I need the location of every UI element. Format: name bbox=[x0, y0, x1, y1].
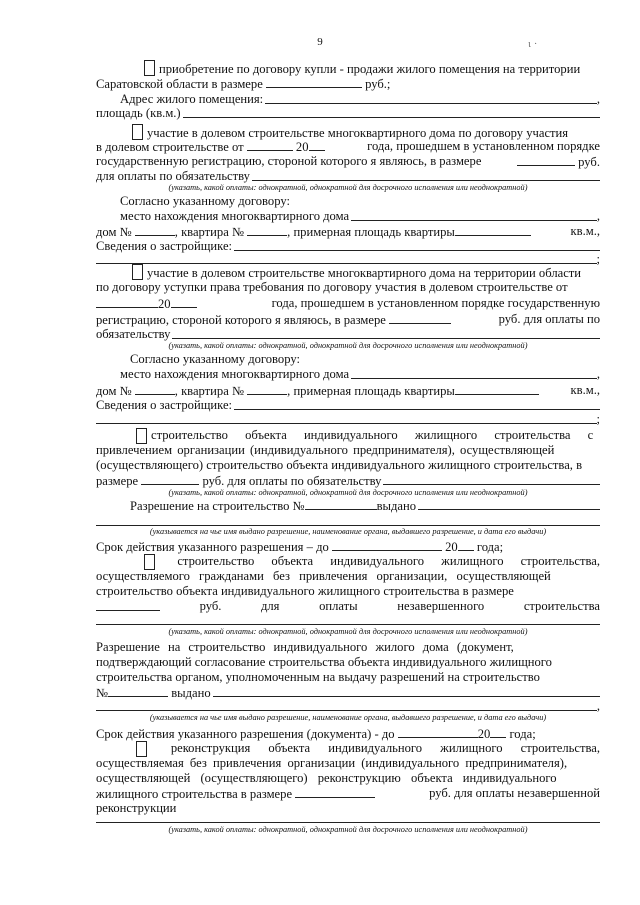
s2-line-7: дом № , квартира № , примерная площадь квартиры кв.м., bbox=[96, 224, 600, 239]
s1-line-2: Саратовской области в размере руб.; bbox=[96, 77, 391, 91]
s5-valid-year-field[interactable] bbox=[490, 726, 506, 738]
s3-date-field[interactable] bbox=[96, 296, 158, 308]
s2-flat-area-field[interactable] bbox=[455, 224, 531, 236]
s6-hint: (указать, какой оплаты: однократной, однократной для досрочного исполнения или неоднократной) bbox=[168, 825, 528, 834]
s6-rule bbox=[96, 822, 600, 823]
s3-developer-field[interactable] bbox=[234, 398, 600, 410]
s5-line-2: осуществляемого гражданами без привлечения организации, осуществляющей bbox=[96, 569, 551, 583]
s5-amount-field[interactable] bbox=[96, 599, 160, 611]
s4-valid-until-field[interactable] bbox=[332, 539, 442, 551]
s3-obligation-field[interactable] bbox=[172, 327, 600, 339]
s4-issued-field[interactable] bbox=[418, 498, 600, 510]
s3-amount-field[interactable] bbox=[389, 312, 451, 324]
s4-hint: (указать, какой оплаты: однократной, однократной для досрочного исполнения или неоднократной) bbox=[168, 488, 528, 497]
s2-line-2: в долевом строительстве от 20 года, прошедшем в установленном порядке bbox=[96, 139, 600, 154]
s5-line-1: строительство объекта индивидуального жилищного строительства, bbox=[96, 554, 600, 570]
s3-line-6: Согласно указанному договору: bbox=[130, 352, 300, 366]
s5-line-5: Разрешение на строительство индивидуального жилого дома (документ, bbox=[96, 640, 514, 654]
s3-developer-field-2[interactable] bbox=[96, 412, 597, 424]
s4-line-3: (осуществляющего) строительство объекта индивидуального жилищного строительства, в bbox=[96, 458, 583, 472]
area-field[interactable] bbox=[183, 106, 600, 118]
s6-line-4: жилищного строительства в размере руб. для оплаты незавершенной bbox=[96, 786, 600, 801]
s2-line-3: государственную регистрацию, стороной которого я являюсь, в размере руб. bbox=[96, 154, 600, 169]
corner-mark: ι · bbox=[528, 38, 538, 50]
s5-line-3: строительство объекта индивидуального жилищного строительства в размере bbox=[96, 584, 514, 598]
s4-line-2: привлечением организации (индивидуального предпринимателя), осуществляющей bbox=[96, 443, 555, 457]
s2-obligation-field[interactable] bbox=[252, 169, 600, 181]
s3-line-10: ; bbox=[96, 412, 600, 427]
s3-checkbox[interactable] bbox=[132, 264, 143, 280]
s5-line-8b: , bbox=[96, 699, 600, 714]
s4-line-6: Срок действия указанного разрешения – до 20 года; bbox=[96, 540, 504, 554]
s1-line-4: площадь (кв.м.) bbox=[96, 106, 600, 121]
s2-line-9: ; bbox=[96, 252, 600, 267]
s2-line-8: Сведения о застройщике: bbox=[96, 239, 600, 254]
s4-line-4: размере руб. для оплаты по обязательству bbox=[96, 473, 600, 489]
s2-line-4: для оплаты по обязательству bbox=[96, 169, 600, 184]
s3-house-field[interactable] bbox=[135, 383, 175, 395]
s3-year-field[interactable] bbox=[171, 296, 197, 308]
s2-checkbox[interactable] bbox=[132, 124, 143, 140]
s3-line-4: регистрацию, стороной которого я являюсь, в размере руб. для оплаты по bbox=[96, 312, 600, 327]
s3-location-field[interactable] bbox=[351, 367, 597, 379]
contract-date-field[interactable] bbox=[247, 139, 293, 151]
s4-text-1: строительство объекта индивидуального жилищного строительства с bbox=[151, 428, 594, 442]
s2-house-field[interactable] bbox=[135, 224, 175, 236]
s4-line-5: Разрешение на строительство № выдано bbox=[96, 498, 600, 514]
s4-amount-field[interactable] bbox=[141, 473, 199, 485]
s5-issued-field-2[interactable] bbox=[96, 699, 597, 711]
s1-line-3: Адрес жилого помещения: , bbox=[120, 92, 600, 106]
s4-checkbox[interactable] bbox=[136, 428, 147, 444]
s5-permit-number-field[interactable] bbox=[108, 685, 168, 697]
s4-obligation-field[interactable] bbox=[383, 473, 600, 485]
s2-apartment-field[interactable] bbox=[247, 224, 287, 236]
s3-line-9: Сведения о застройщике: bbox=[96, 398, 600, 413]
s5-issued-field[interactable] bbox=[213, 685, 600, 697]
s4-line-1 bbox=[96, 428, 600, 444]
s1-checkbox[interactable] bbox=[144, 60, 155, 76]
s2-amount-field[interactable] bbox=[517, 154, 575, 166]
address-field[interactable] bbox=[265, 92, 597, 104]
s4-valid-year-field[interactable] bbox=[458, 539, 474, 551]
s2-line-1: участие в долевом строительстве многоквартирного дома по договору участия bbox=[96, 124, 600, 141]
s5-valid-until-field[interactable] bbox=[398, 726, 478, 738]
s5-line-7: строительства органом, уполномоченным на выдачу разрешений на строительство bbox=[96, 670, 540, 684]
s6-checkbox[interactable] bbox=[136, 741, 147, 757]
s6-line-3: осуществляющей (осуществляющего) реконструкцию объекта индивидуального bbox=[96, 771, 557, 785]
page-number: 9 bbox=[317, 36, 323, 48]
s2-developer-field-2[interactable] bbox=[96, 252, 597, 264]
contract-year-field[interactable] bbox=[309, 139, 325, 151]
purchase-amount-field[interactable] bbox=[266, 76, 362, 88]
s5-line-9: Срок действия указанного разрешения (документа) - до 20 года; bbox=[96, 727, 536, 741]
s3-hint: (указать, какой оплаты: однократной, однократной для досрочного исполнения или неоднократной) bbox=[168, 341, 528, 350]
s4-permit-number-field[interactable] bbox=[305, 498, 377, 510]
s2-developer-field[interactable] bbox=[234, 239, 600, 251]
s4-hint-2: (указывается на чье имя выдано разрешение, наименование органа, выдавшего разрешение, и дата его выдачи) bbox=[149, 527, 547, 536]
s5-line-6: подтверждающий согласование строительства объекта индивидуального жилищного bbox=[96, 655, 552, 669]
s5-hint-2: (указывается на чье имя выдано разрешение, наименование органа, выдавшего разрешение, и дата его выдачи) bbox=[149, 713, 547, 722]
s5-checkbox[interactable] bbox=[144, 554, 155, 570]
s5-line-8: № выдано bbox=[96, 685, 600, 701]
s2-hint: (указать, какой оплаты: однократной, однократной для досрочного исполнения или неоднократной) bbox=[168, 183, 528, 192]
s3-line-5: обязательству bbox=[96, 327, 600, 342]
s3-line-1: участие в долевом строительстве многоквартирного дома на территории области bbox=[96, 264, 600, 281]
s6-line-1: реконструкция объекта индивидуального жилищного строительства, bbox=[96, 741, 600, 757]
s1-line-1: приобретение по договору купли - продажи жилого помещения на территории bbox=[96, 60, 600, 77]
s5-line-4: руб. для оплаты незавершенного строительства bbox=[96, 599, 600, 614]
s6-line-2: осуществляемая без привлечения организации (индивидуального предпринимателя), bbox=[96, 756, 568, 770]
s3-line-8: дом № , квартира № , примерная площадь квартиры кв.м., bbox=[96, 383, 600, 398]
s5-rule bbox=[96, 624, 600, 625]
s3-line-3: 20 года, прошедшем в установленном порядке государственную bbox=[96, 296, 600, 312]
s2-line-6: место нахождения многоквартирного дома , bbox=[120, 209, 600, 223]
s6-line-5: реконструкции bbox=[96, 801, 177, 815]
s5-hint: (указать, какой оплаты: однократной, однократной для досрочного исполнения или неоднократной) bbox=[168, 627, 528, 636]
s2-location-field[interactable] bbox=[351, 209, 597, 221]
s6-amount-field[interactable] bbox=[295, 786, 375, 798]
s3-flat-area-field[interactable] bbox=[455, 383, 539, 395]
s3-apartment-field[interactable] bbox=[247, 383, 287, 395]
s4-rule bbox=[96, 525, 600, 526]
s3-line-7: место нахождения многоквартирного дома , bbox=[120, 367, 600, 381]
s2-line-5: Согласно указанному договору: bbox=[120, 194, 290, 208]
s3-line-2: по договору уступки права требования по договору участия в долевом строительстве от bbox=[96, 280, 568, 294]
